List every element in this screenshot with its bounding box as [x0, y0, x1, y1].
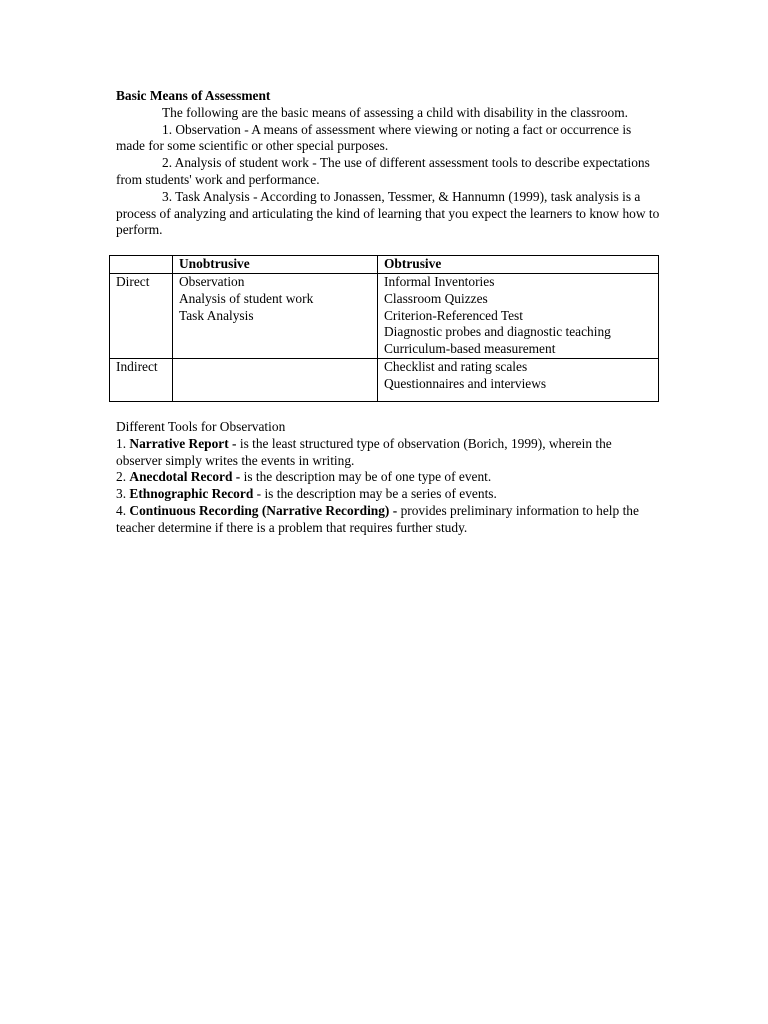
- item-description: - is the description may be a series of events.: [256, 486, 497, 502]
- row-label-direct: Direct: [110, 273, 173, 358]
- table-header-obtrusive: Obtrusive: [378, 256, 659, 274]
- list-item: Analysis of student work: [179, 290, 314, 306]
- list-item: Observation: [179, 273, 245, 289]
- observation-paragraph: 1. Observation - A means of assessment where viewing or noting a fact or occurrence is made for some scientific or other special purposes.: [116, 121, 632, 154]
- list-item: [116, 436, 660, 470]
- table-header-row: [110, 256, 659, 274]
- observation-tools-section: [116, 419, 660, 537]
- list-item: Criterion-Referenced Test: [384, 307, 523, 323]
- item-number: 1.: [116, 435, 127, 451]
- analysis-paragraph: 2. Analysis of student work - The use of different assessment tools to describe expectations from students' work and performance.: [116, 155, 650, 187]
- intro-paragraph: The following are the basic means of assessing a child with disability in the classroom.: [162, 104, 628, 120]
- table-row: [110, 273, 659, 358]
- indirect-obtrusive-cell: [378, 358, 659, 401]
- item-description: provides preliminary information to help the teacher determine if there is a problem that requires further study.: [116, 502, 639, 535]
- section-heading: Basic Means of Assessment: [116, 88, 271, 103]
- item-number: 3.: [116, 486, 127, 502]
- list-item: Informal Inventories: [384, 273, 495, 289]
- item-term: Narrative Report -: [129, 435, 237, 451]
- direct-unobtrusive-cell: [173, 273, 378, 358]
- table-header-corner: [110, 256, 173, 274]
- item-term: Ethnographic Record: [129, 486, 254, 502]
- row-label-indirect: Indirect: [110, 358, 173, 401]
- item-description: is the description may be of one type of event.: [243, 469, 492, 485]
- item-number: 2.: [116, 469, 127, 485]
- table-header-unobtrusive: Unobtrusive: [173, 256, 378, 274]
- item-term: Continuous Recording (Narrative Recording) -: [129, 502, 398, 518]
- document-page: [116, 88, 660, 537]
- list-item: Diagnostic probes and diagnostic teaching: [384, 324, 611, 340]
- tools-title: Different Tools for Observation: [116, 418, 286, 434]
- task-analysis-paragraph: 3. Task Analysis - According to Jonassen, Tessmer, & Hannumn (1999), task analysis is a process of analyzing and articulating the kind of learning that you expect the learners to know how to perform.: [116, 188, 660, 238]
- list-item: Curriculum-based measurement: [384, 341, 556, 357]
- item-description: is the least structured type of observation (Borich, 1999), wherein the observer simply writes the events in writing.: [116, 435, 612, 468]
- item-number: 4.: [116, 502, 127, 518]
- table-row: [110, 358, 659, 401]
- list-item: Task Analysis: [179, 307, 254, 323]
- list-item: [116, 503, 660, 537]
- list-item: Questionnaires and interviews: [384, 375, 547, 391]
- indirect-unobtrusive-cell: [173, 358, 378, 401]
- list-item: [116, 486, 660, 503]
- assessment-means-table: [109, 255, 659, 402]
- list-item: [116, 469, 660, 486]
- item-term: Anecdotal Record -: [129, 469, 241, 485]
- list-item: Classroom Quizzes: [384, 290, 488, 306]
- list-item: Checklist and rating scales: [384, 358, 528, 374]
- direct-obtrusive-cell: [378, 273, 659, 358]
